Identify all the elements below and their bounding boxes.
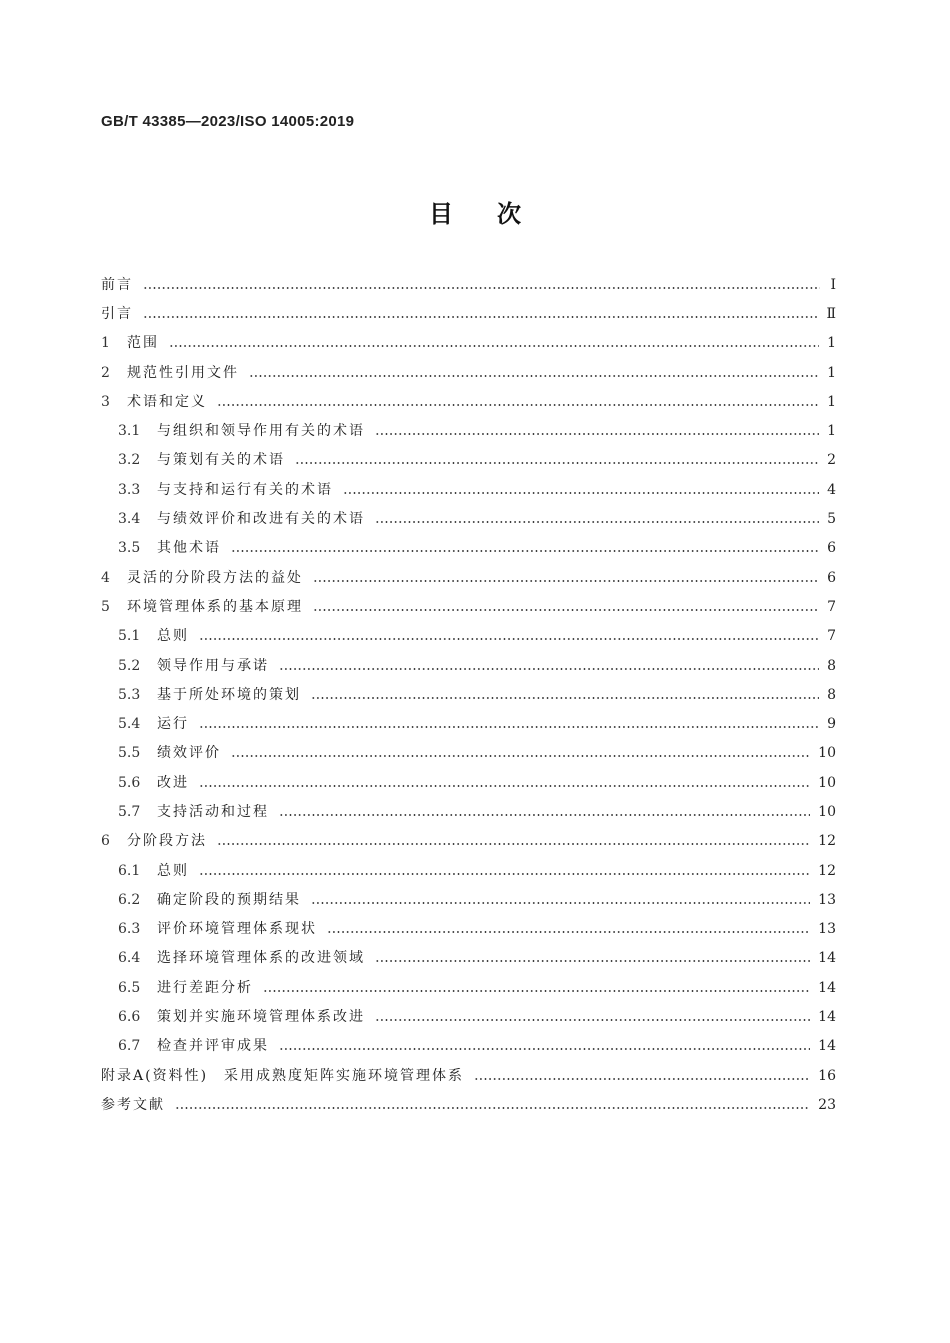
toc-entry[interactable] — [101, 1061, 836, 1090]
dot-leader — [199, 726, 819, 728]
dot-leader — [295, 462, 819, 464]
toc-entry-label: 领导作用与承诺 — [157, 657, 269, 674]
toc-entry-page: 10 — [818, 745, 836, 762]
toc-entry-number: 5.6 — [118, 774, 141, 791]
toc-entry-number: 2 — [101, 364, 110, 381]
toc-entry-number: 6.4 — [118, 950, 141, 967]
toc-entry-label: 前言 — [101, 276, 133, 293]
toc-entry-label: 总则 — [157, 862, 189, 879]
toc-entry-page: 23 — [818, 1096, 836, 1113]
toc-entry[interactable] — [101, 1032, 836, 1061]
toc-entry-label: 策划并实施环境管理体系改进 — [157, 1009, 365, 1026]
toc-entry-number: 5.4 — [118, 716, 141, 733]
toc-entry-label: 基于所处环境的策划 — [157, 686, 301, 703]
toc-entry-number: 3.5 — [118, 540, 141, 557]
dot-leader — [217, 843, 810, 845]
toc-entry-number: 5.1 — [118, 628, 141, 645]
toc-entry-number: 4 — [101, 569, 110, 586]
toc-entry[interactable] — [101, 563, 836, 592]
dot-leader — [375, 433, 819, 435]
toc-entry-number: 3.2 — [118, 452, 141, 469]
toc-entry-label: 其他术语 — [157, 540, 221, 557]
toc-entry-label: 绩效评价 — [157, 745, 221, 762]
toc-entry-label: 环境管理体系的基本原理 — [127, 598, 303, 615]
toc-entry[interactable] — [101, 768, 836, 797]
toc-entry-label: 与支持和运行有关的术语 — [157, 481, 333, 498]
toc-entry-page: 7 — [827, 628, 836, 645]
dot-leader — [199, 873, 810, 875]
toc-entry[interactable] — [101, 358, 836, 387]
toc-entry-page: 5 — [827, 511, 836, 528]
toc-entry-label: 与策划有关的术语 — [157, 452, 285, 469]
toc-entry[interactable] — [101, 329, 836, 358]
toc-entry-label: 总则 — [157, 628, 189, 645]
toc-entry-number: 3.3 — [118, 481, 141, 498]
dot-leader — [199, 638, 819, 640]
toc-entry[interactable] — [101, 387, 836, 416]
toc-entry-page: 10 — [818, 774, 836, 791]
toc-entry[interactable] — [101, 973, 836, 1002]
toc-entry-page: 12 — [818, 833, 836, 850]
toc-entry-page: 14 — [818, 950, 836, 967]
toc-entry-page: 9 — [827, 716, 836, 733]
toc-entry[interactable] — [101, 504, 836, 533]
toc-entry-number: 5 — [101, 598, 110, 615]
toc-entry[interactable] — [101, 475, 836, 504]
toc-entry-label: 与绩效评价和改进有关的术语 — [157, 511, 365, 528]
toc-entry-page: 12 — [818, 862, 836, 879]
toc-entry-page: 8 — [827, 657, 836, 674]
toc-entry-number: 5.5 — [118, 745, 141, 762]
toc-entry-label: 确定阶段的预期结果 — [157, 891, 301, 908]
toc-entry-page: 14 — [818, 1038, 836, 1055]
toc-entry-page: 7 — [827, 598, 836, 615]
toc-entry[interactable] — [101, 1002, 836, 1031]
toc-entry-page: 16 — [818, 1067, 836, 1084]
toc-entry-number: 6.2 — [118, 891, 141, 908]
toc-entry-label: 评价环境管理体系现状 — [157, 921, 317, 938]
dot-leader — [175, 1107, 810, 1109]
toc-entry-number: 1 — [101, 335, 110, 352]
toc-entry-page: Ⅱ — [826, 305, 836, 322]
toc-entry-page: 14 — [818, 979, 836, 996]
dot-leader — [199, 785, 810, 787]
toc-entry-page: 13 — [818, 891, 836, 908]
toc-entry-label: 引言 — [101, 305, 133, 322]
toc-entry-page: 6 — [827, 540, 836, 557]
dot-leader — [263, 990, 810, 992]
dot-leader — [231, 755, 810, 757]
toc-entry-label: 术语和定义 — [127, 393, 207, 410]
dot-leader — [169, 345, 819, 347]
toc-entry-number: 5.2 — [118, 657, 141, 674]
toc-entry-page: 1 — [827, 364, 836, 381]
toc-entry-label: 与组织和领导作用有关的术语 — [157, 423, 365, 440]
dot-leader — [375, 960, 810, 962]
toc-entry-page: 1 — [827, 423, 836, 440]
toc-entry-page: 14 — [818, 1009, 836, 1026]
toc-entry-page: 10 — [818, 803, 836, 820]
toc-entry-label: 运行 — [157, 716, 189, 733]
toc-entry-page: 1 — [827, 393, 836, 410]
toc-entry-page: 4 — [827, 481, 836, 498]
toc-entry-number: 3 — [101, 393, 110, 410]
dot-leader — [143, 316, 818, 318]
dot-leader — [313, 609, 819, 611]
toc-entry[interactable] — [101, 797, 836, 826]
toc-entry-number: 6.3 — [118, 921, 141, 938]
toc-entry-number: 6.1 — [118, 862, 141, 879]
toc-entry-label: 检查并评审成果 — [157, 1038, 269, 1055]
toc-entry-label: 参考文献 — [101, 1096, 165, 1113]
toc-entry[interactable] — [101, 944, 836, 973]
dot-leader — [217, 404, 819, 406]
table-of-contents — [101, 270, 836, 1120]
toc-entry-page: 2 — [827, 452, 836, 469]
document-code: GB/T 43385—2023/ISO 14005:2019 — [101, 113, 355, 130]
dot-leader — [474, 1078, 810, 1080]
toc-entry[interactable] — [101, 299, 836, 328]
toc-entry-number: 6.7 — [118, 1038, 141, 1055]
toc-entry-label: 进行差距分析 — [157, 979, 253, 996]
toc-entry-number: 6.5 — [118, 979, 141, 996]
dot-leader — [343, 492, 819, 494]
dot-leader — [231, 550, 819, 552]
dot-leader — [279, 668, 819, 670]
toc-entry[interactable] — [101, 270, 836, 299]
toc-entry-number: 3.1 — [118, 423, 141, 440]
toc-entry[interactable] — [101, 622, 836, 651]
toc-entry[interactable] — [101, 446, 836, 475]
dot-leader — [279, 814, 810, 816]
toc-entry[interactable] — [101, 856, 836, 885]
toc-entry-number: 5.7 — [118, 803, 141, 820]
dot-leader — [279, 1048, 810, 1050]
toc-entry-page: Ⅰ — [830, 276, 836, 293]
toc-entry-label: 附录A(资料性) 采用成熟度矩阵实施环境管理体系 — [101, 1067, 465, 1084]
toc-entry-label: 分阶段方法 — [127, 833, 207, 850]
toc-entry-number: 3.4 — [118, 511, 141, 528]
toc-entry-page: 6 — [827, 569, 836, 586]
toc-entry-label: 支持活动和过程 — [157, 803, 269, 820]
toc-entry-label: 选择环境管理体系的改进领域 — [157, 950, 365, 967]
toc-entry[interactable] — [101, 827, 836, 856]
toc-entry-page: 8 — [827, 686, 836, 703]
toc-entry-number: 6 — [101, 833, 110, 850]
toc-entry-number: 5.3 — [118, 686, 141, 703]
toc-entry-page: 13 — [818, 921, 836, 938]
toc-entry-page: 1 — [827, 335, 836, 352]
toc-entry[interactable] — [101, 680, 836, 709]
toc-entry[interactable] — [101, 709, 836, 738]
toc-entry-label: 规范性引用文件 — [127, 364, 239, 381]
toc-entry[interactable] — [101, 739, 836, 768]
dot-leader — [143, 287, 820, 289]
page-title: 目次 — [429, 200, 565, 228]
toc-entry[interactable] — [101, 416, 836, 445]
dot-leader — [311, 697, 819, 699]
toc-entry-label: 灵活的分阶段方法的益处 — [127, 569, 303, 586]
toc-entry[interactable] — [101, 534, 836, 563]
toc-entry-label: 改进 — [157, 774, 189, 791]
dot-leader — [327, 931, 810, 933]
dot-leader — [375, 1019, 810, 1021]
toc-entry[interactable] — [101, 885, 836, 914]
dot-leader — [313, 580, 819, 582]
toc-entry[interactable] — [101, 592, 836, 621]
toc-entry[interactable] — [101, 1090, 836, 1119]
dot-leader — [249, 375, 819, 377]
dot-leader — [375, 521, 819, 523]
toc-entry[interactable] — [101, 915, 836, 944]
toc-entry-number: 6.6 — [118, 1009, 141, 1026]
toc-entry[interactable] — [101, 651, 836, 680]
toc-entry-label: 范围 — [127, 335, 159, 352]
dot-leader — [311, 902, 810, 904]
